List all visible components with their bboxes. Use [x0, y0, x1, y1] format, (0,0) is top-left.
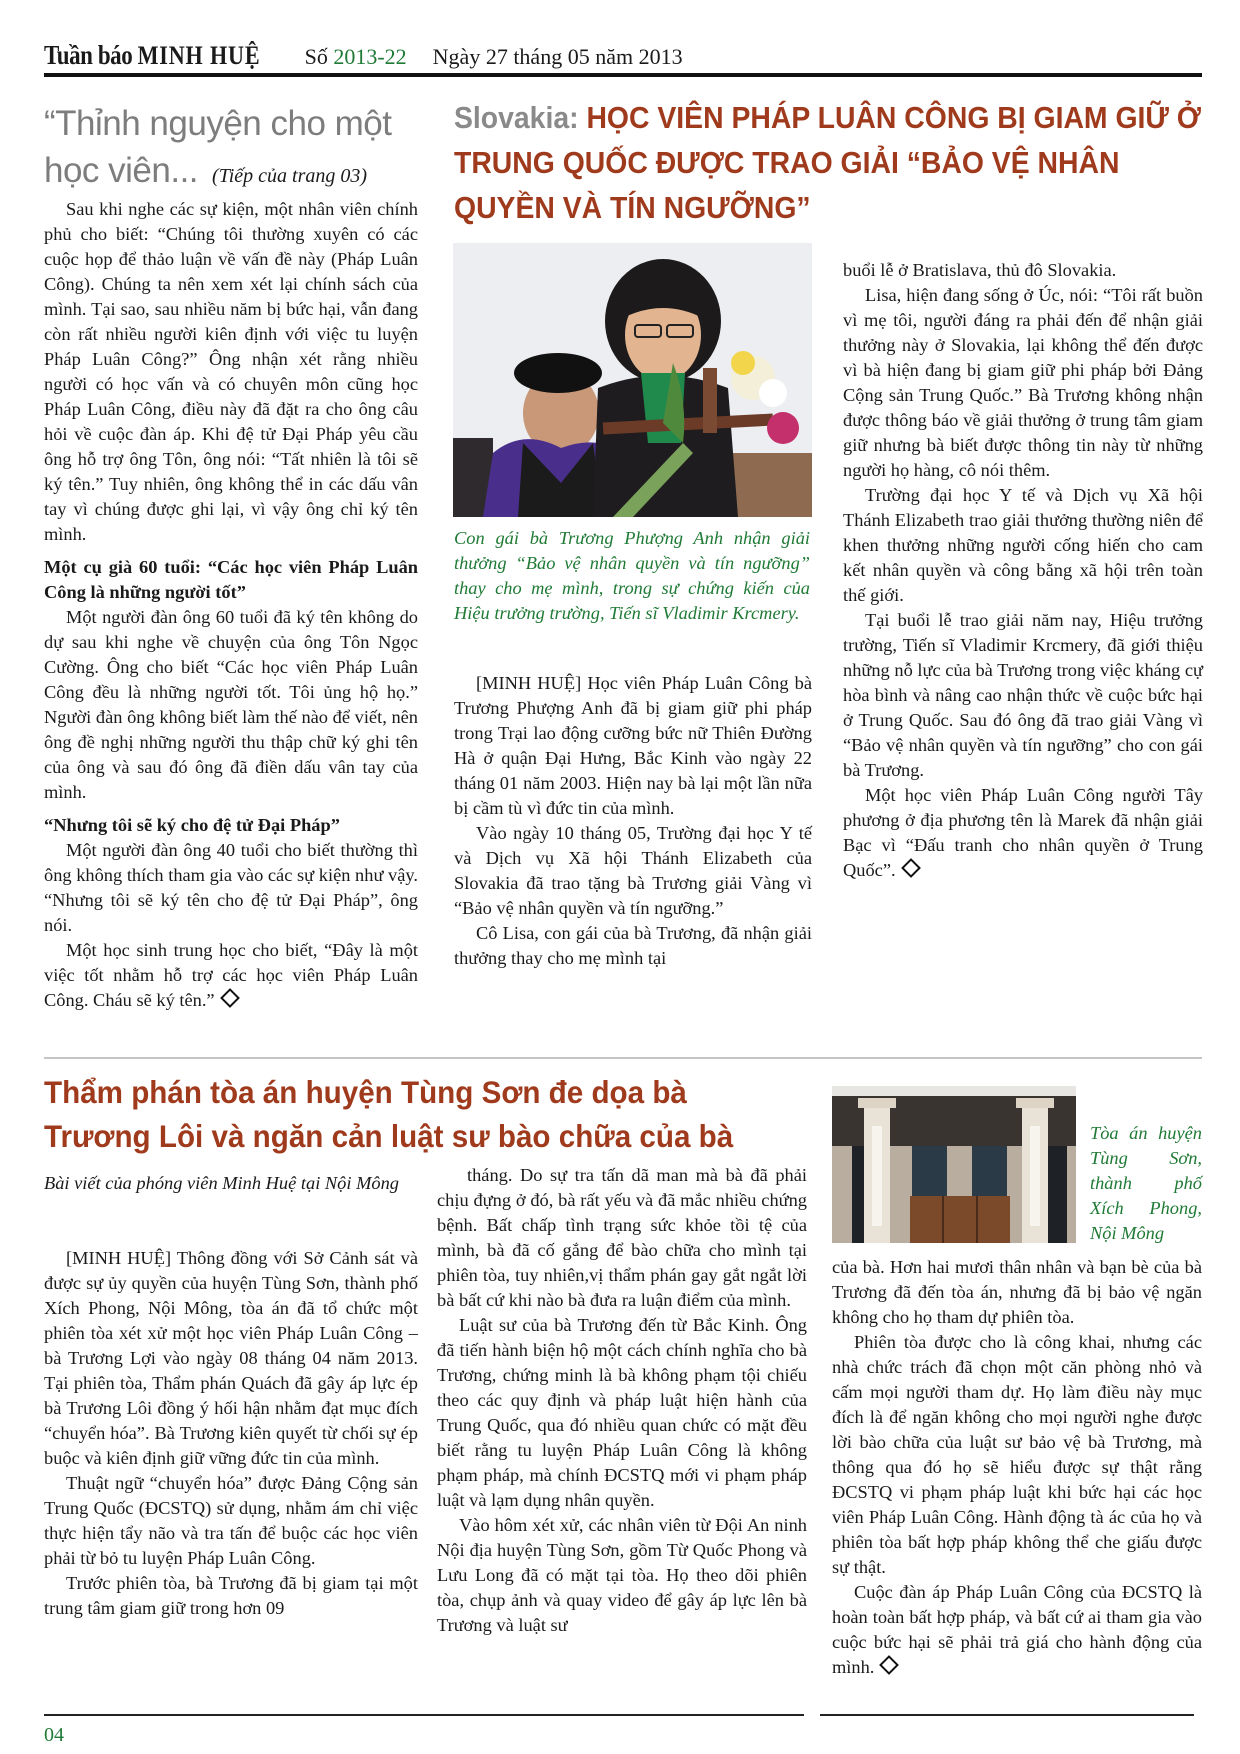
- paragraph-text: Một học viên Pháp Luân Công người Tây phương ở địa phương tên là Marek đã nhận giải Bạc vì “Đấu tranh cho nhân quyền ở Trung Quốc”.: [843, 785, 1203, 880]
- courthouse-illustration: [832, 1086, 1076, 1243]
- issue-prefix: Số: [304, 44, 328, 69]
- paragraph-with-end-mark: [832, 1580, 1202, 1680]
- paragraph: Phiên tòa được cho là công khai, nhưng các nhà chức trách đã chọn một căn phòng nhỏ và cấm mọi người tham dự. Họ làm điều này mục đích là để ngăn không cho mọi người nghe được lời bào chữa của luật sư bảo vệ bà Trương, mà thông qua đó họ sẽ hiểu được sự thật rằng ĐCSTQ vi phạm pháp luật khi bức hại các học viên Pháp Luân Công. Hành động tà ác của họ và phiên tòa bất hợp pháp không thể che giấu được sự thật.: [832, 1332, 1202, 1577]
- brand-name: MINH HUỆ: [137, 41, 261, 70]
- slovakia-article-column-2: [843, 258, 1203, 883]
- award-photo-caption: Con gái bà Trương Phượng Anh nhận giải thưởng “Bảo vệ nhân quyền và tín ngưỡng” thay cho mẹ mình, trong sự chứng kiến của Hiệu trưởng trường, Tiến sĩ Vladimir Krcmery.: [454, 528, 810, 623]
- masthead: [44, 40, 683, 76]
- award-photo-illustration: [453, 243, 812, 517]
- brand-prefix: Tuần báo: [44, 40, 133, 70]
- continued-article-title: [44, 100, 424, 200]
- issue-number: 2013-22: [333, 44, 407, 69]
- paragraph: Tại buổi lễ trao giải năm nay, Hiệu trưởng trường, Tiến sĩ Vladimir Krcmery, đã giới thiệu những nỗ lực của bà Trương trong việc kháng cự hòa bình và nâng cao nhận thức về cuộc bức hại ở Trung Quốc. Sau đó ông đã trao giải Vàng vì “Bảo vệ nhân quyền và tín ngưỡng” cho con gái bà Trương.: [843, 610, 1203, 780]
- paragraph-continuation: của bà. Hơn hai mươi thân nhân và bạn bè của bà Trương đã đến tòa án, nhưng đã bị bảo vệ ngăn không cho họ tham dự phiên tòa.: [832, 1257, 1202, 1327]
- paragraph: Luật sư của bà Trương đến từ Bắc Kinh. Ông đã tiến hành biện hộ một cách chính nghĩa cho bà Trương, chứng minh là bà không phạm tội chiếu theo các quy định và pháp luật hiện hành của Trung Quốc, qua đó nhiều quan chức có mặt đều biết rằng tu luyện Pháp Luân Công là không phạm pháp, mà chính ĐCSTQ mới vi phạm pháp luật và lạm dụng nhân quyền.: [437, 1315, 807, 1510]
- issue-label: [305, 44, 407, 70]
- court-article-column-3: [832, 1255, 1202, 1680]
- courthouse-photo-caption: [1090, 1121, 1202, 1246]
- slovakia-article-column-1: [454, 671, 812, 971]
- court-article-column-2: [437, 1163, 807, 1638]
- court-article-title: Thẩm phán tòa án huyện Tùng Sơn đe dọa bà Trương Lôi và ngăn cản luật sư bào chữa của bà: [44, 1074, 734, 1154]
- issue-date: Ngày 27 tháng 05 năm 2013: [432, 44, 683, 69]
- paragraph-text: Cuộc đàn áp Pháp Luân Công của ĐCSTQ là hoàn toàn bất hợp pháp, và bất cứ ai tham gia vào cuộc bức hại sẽ phải trả giá cho hành động của mình.: [832, 1582, 1202, 1677]
- paragraph: Một người đàn ông 40 tuổi cho biết thường thì ông không thích tham gia vào các sự kiện như vậy. “Nhưng tôi sẽ ký tên cho đệ tử Đại Pháp”, ông nói.: [44, 840, 418, 935]
- paragraph-text: Một học sinh trung học cho biết, “Đây là một việc tốt nhằm hỗ trợ các học viên Pháp Luân Công. Cháu sẽ ký tên.”: [44, 940, 418, 1010]
- caption-text: Tòa án huyện Tùng Sơn, thành phố Xích Phong, Nội Mông: [1090, 1123, 1202, 1243]
- paragraph: [MINH HUỆ] Học viên Pháp Luân Công bà Trương Phượng Anh đã bị giam giữ phi pháp trong Trại lao động cưỡng bức nữ Thiên Đường Hà ở quận Đại Hưng, Bắc Kinh vào ngày 22 tháng 01 năm 2003. Hiện nay bà lại một lần nữa bị cầm tù vì đức tin của mình.: [454, 673, 812, 818]
- award-ceremony-photo: [453, 243, 812, 517]
- title-kicker: Slovakia:: [454, 101, 579, 135]
- paragraph: Lisa, hiện đang sống ở Úc, nói: “Tôi rất buồn vì mẹ tôi, người đáng ra phải đến để nhận giải thưởng này ở Slovakia, lại không thể đến được vì bà hiện đang bị giam giữ phi pháp bởi Đảng Cộng sản Trung Quốc.” Bà Trương không nhận được thông báo về giải thưởng ở trung tâm giam giữ nhưng bà biết được thông tin này từ những người họ hàng, cô nói thêm.: [843, 285, 1203, 480]
- page-number: 04: [44, 1724, 64, 1746]
- paragraph: Một người đàn ông 60 tuổi đã ký tên không do dự sau khi nghe về chuyện của ông Tôn Ngọc Cường. Ông cho biết “Các học viên Pháp Luân Công đều là những người tốt. Tôi ủng hộ họ.” Người đàn ông không biết làm thế nào để viết, nên ông đề nghị những người thu thập chữ ký ghi tên của ông và sau đó ông đã điền dấu vân tay của mình.: [44, 607, 418, 802]
- continued-article-body: [44, 197, 418, 1013]
- end-of-article-diamond-icon: [220, 988, 240, 1008]
- section-divider: [44, 1057, 1202, 1059]
- end-of-article-diamond-icon: [901, 858, 921, 878]
- footer-rule-right: [820, 1714, 1194, 1716]
- paragraph-continuation: buổi lễ ở Bratislava, thủ đô Slovakia.: [843, 260, 1117, 280]
- continued-title-text: “Thỉnh nguyện cho một học viên...: [44, 104, 392, 190]
- paragraph: Vào ngày 10 tháng 05, Trường đại học Y tế và Dịch vụ Xã hội Thánh Elizabeth của Slovakia đã trao tặng bà Trương giải Vàng vì “Bảo vệ nhân quyền và tín ngưỡng.”: [454, 823, 812, 918]
- slovakia-article-title: [454, 96, 1205, 231]
- paragraph-with-end-mark: [843, 783, 1203, 883]
- paragraph: Sau khi nghe các sự kiện, một nhân viên chính phủ cho biết: “Chúng tôi thường xuyên có các cuộc họp để thảo luận về vấn đề này (Pháp Luân Công). Chúng ta nên xem xét lại chính sách của mình. Tại sao, sau nhiều năm bị bức hại, vẫn đang còn rất nhiều người kiên định với việc tu luyện Pháp Luân Công?” Ông nhận xét rằng nhiều người có học vấn và có chuyên môn cũng học Pháp Luân Công, điều này đã đặt ra cho ông câu hỏi về cuộc đàn áp. Khi đệ tử Đại Pháp yêu cầu ông hỗ trợ ông Tôn, ông nói: “Tất nhiên là tôi sẽ ký tên.” Tuy nhiên, ông không thể in các dấu vân tay vì chúng được ghi lại, vì vậy ông chỉ ký tên mình.: [44, 199, 418, 544]
- paragraph: Vào hôm xét xử, các nhân viên từ Đội An ninh Nội địa huyện Tùng Sơn, gồm Từ Quốc Phong và Lưu Long đã có mặt tại tòa. Họ theo dõi phiên tòa, chụp ảnh và quay video để gây áp lực lên bà Trương và luật sư: [437, 1515, 807, 1635]
- paragraph: Cô Lisa, con gái của bà Trương, đã nhận giải thưởng thay cho mẹ mình tại: [454, 923, 812, 968]
- subheading: Một cụ già 60 tuổi: “Các học viên Pháp Luân Công là những người tốt”: [44, 557, 418, 602]
- title-text: HỌC VIÊN PHÁP LUÂN CÔNG BỊ GIAM GIỮ Ở TRUNG QUỐC ĐƯỢC TRAO GIẢI “BẢO VỆ NHÂN QUYỀN VÀ TÍN NGƯỠNG”: [454, 101, 1202, 225]
- court-article-column-1: [44, 1246, 418, 1621]
- court-article-byline: Bài viết của phóng viên Minh Huệ tại Nội Mông: [44, 1173, 399, 1193]
- end-of-article-diamond-icon: [880, 1655, 900, 1675]
- footer-rule-left: [44, 1714, 804, 1716]
- paragraph: Trước phiên tòa, bà Trương đã bị giam tại một trung tâm giam giữ trong hơn 09: [44, 1573, 418, 1618]
- continued-from-link[interactable]: (Tiếp của trang 03): [212, 165, 368, 187]
- newspaper-brand: [44, 40, 260, 71]
- paragraph: Thuật ngữ “chuyển hóa” được Đảng Cộng sản Trung Quốc (ĐCSTQ) sử dụng, nhằm ám chỉ việc thực hiện tẩy não và tra tấn để buộc các học viên phải từ bỏ tu luyện Pháp Luân Công.: [44, 1473, 418, 1568]
- paragraph: [MINH HUỆ] Thông đồng với Sở Cảnh sát và được sự ủy quyền của huyện Tùng Sơn, thành phố Xích Phong, Nội Mông, tòa án đã tổ chức một phiên tòa xét xử một học viên Pháp Luân Công – bà Trương Lợi vào ngày 08 tháng 04 năm 2013. Tại phiên tòa, Thẩm phán Quách đã gây áp lực ép bà Trương Lôi đồng ý hối hận nhằm đạt mục đích “chuyển hóa”. Bà Trương kiên quyết từ chối sự ép buộc và kiên định giữ vững đức tin của mình.: [44, 1248, 418, 1468]
- courthouse-photo: [832, 1086, 1076, 1243]
- paragraph-with-end-mark: [44, 938, 418, 1013]
- subheading: “Nhưng tôi sẽ ký cho đệ tử Đại Pháp”: [44, 815, 340, 835]
- masthead-rule: [44, 73, 1202, 77]
- paragraph-continuation: tháng. Do sự tra tấn dã man mà bà đã phải chịu đựng ở đó, bà rất yếu và đã mắc nhiều chứng bệnh. Bất chấp tình trạng sức khỏe tồi tệ của mình, bà đã cố gắng để bào chữa cho mình tại phiên tòa, tuy nhiên,vị thẩm phán gay gắt ngắt lời bà bất cứ khi nào bà đưa ra luận điểm của mình.: [437, 1165, 807, 1310]
- paragraph: Trường đại học Y tế và Dịch vụ Xã hội Thánh Elizabeth trao giải thưởng thường niên để khen thưởng những người cống hiến cho cam kết nhân quyền và công bằng xã hội trên toàn thế giới.: [843, 485, 1203, 605]
